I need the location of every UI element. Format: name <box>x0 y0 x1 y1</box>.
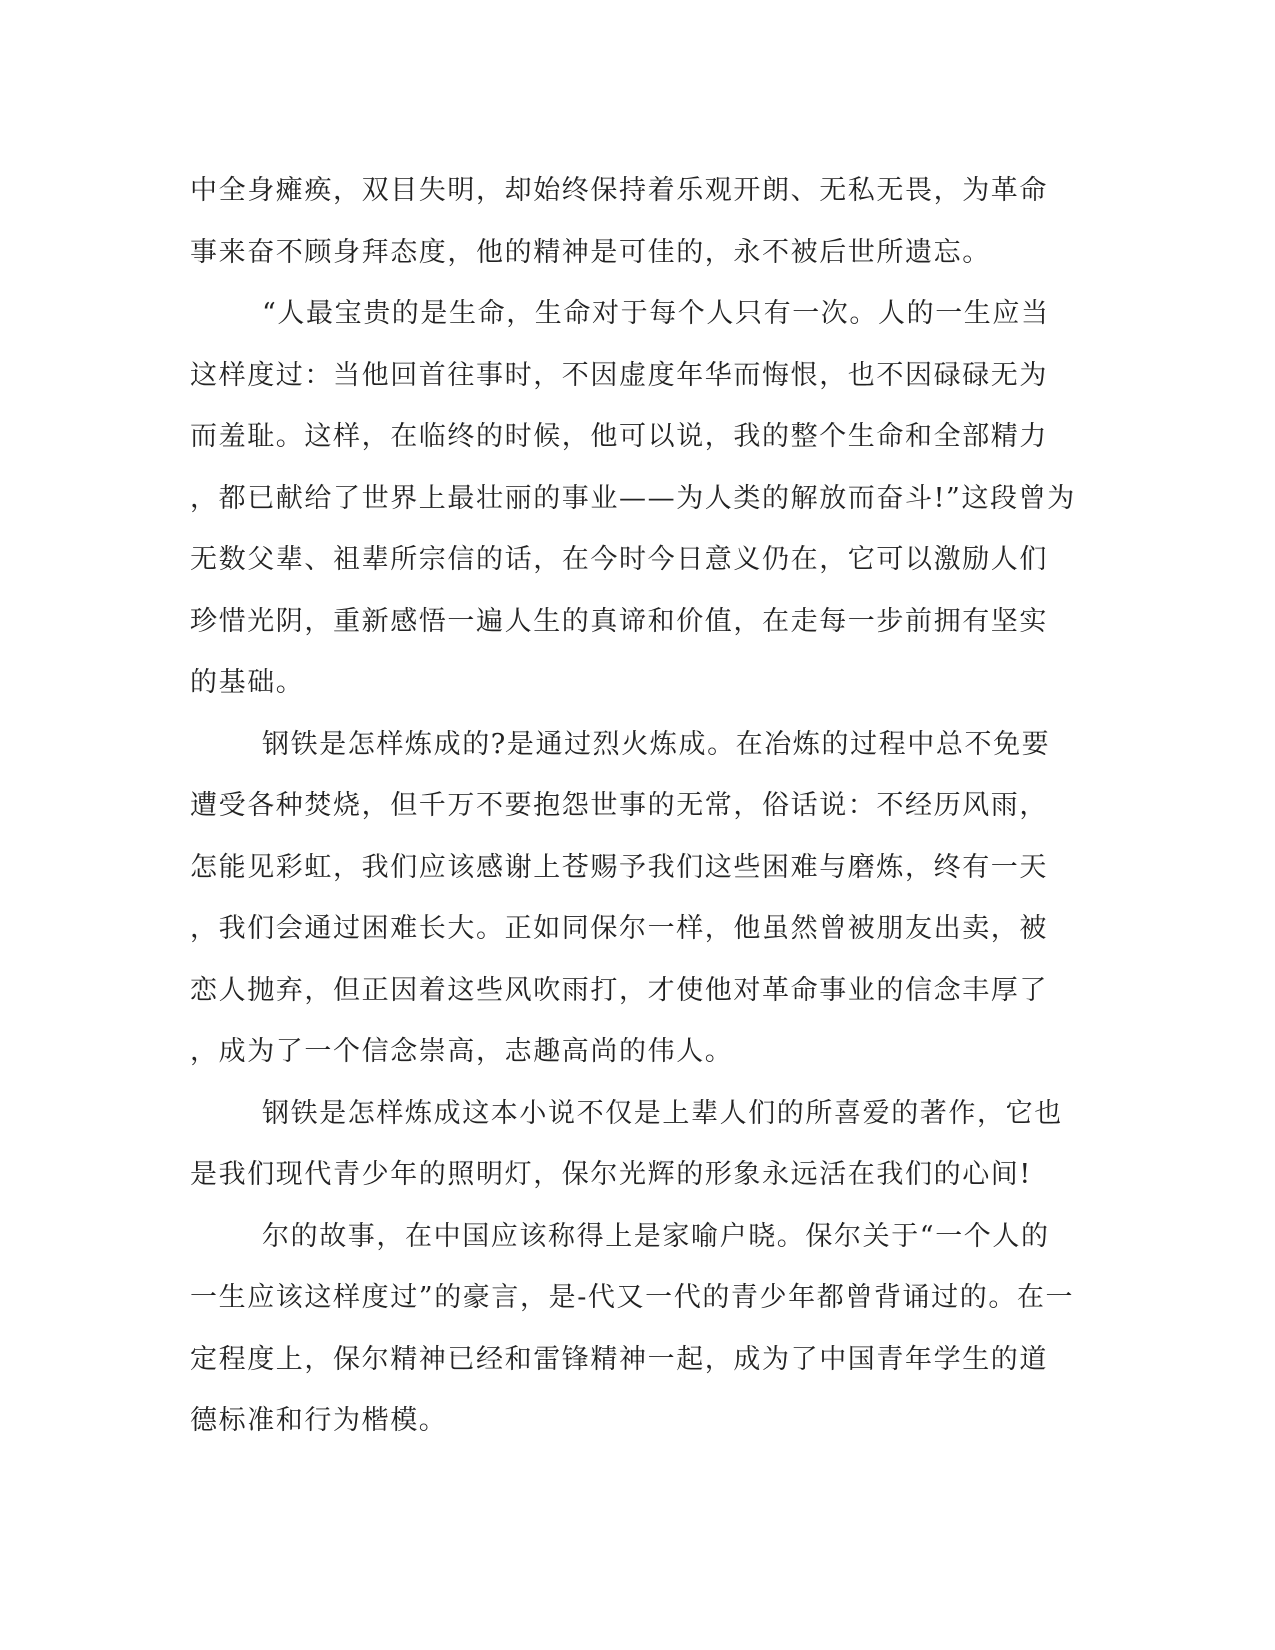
paragraph-4 <box>190 1083 1090 1206</box>
text-line: 钢铁是怎样炼成这本小说不仅是上辈人们的所喜爱的著作，它也 <box>262 1097 1063 1129</box>
text-line: 遭受各种焚烧，但千万不要抱怨世事的无常，俗话说：不经历风雨， <box>190 790 1048 821</box>
text-line: 钢铁是怎样炼成的?是通过烈火炼成。在冶炼的过程中总不免要 <box>262 728 1051 760</box>
paragraph-5 <box>190 1206 1090 1452</box>
text-line: 而羞耻。这样，在临终的时候，他可以说，我的整个生命和全部精力 <box>190 421 1048 452</box>
text-line: 这样度过：当他回首往事时，不因虚度年华而悔恨，也不因碌碌无为 <box>190 359 1048 391</box>
text-line: 尔的故事，在中国应该称得上是家喻户晓。保尔关于“一个人的 <box>262 1220 1050 1252</box>
text-line: 恋人抛弃，但正因着这些风吹雨打，才使他对革命事业的信念丰厚了 <box>190 974 1048 1006</box>
text-line: 的基础。 <box>190 667 305 698</box>
text-line: ，都已献给了世界上最壮丽的事业——为人类的解放而奋斗!”这段曾为 <box>190 482 1076 514</box>
paragraph-2 <box>190 283 1090 714</box>
text-line: 事来奋不顾身拜态度，他的精神是可佳的，永不被后世所遗忘。 <box>190 236 991 268</box>
text-line: “人最宝贵的是生命，生命对于每个人只有一次。人的一生应当 <box>262 298 1050 329</box>
text-line: 德标准和行为楷模。 <box>190 1405 448 1436</box>
text-line: 怎能见彩虹，我们应该感谢上苍赐予我们这些困难与磨炼，终有一天 <box>190 851 1048 883</box>
text-line: ，我们会通过困难长大。正如同保尔一样，他虽然曾被朋友出卖，被 <box>190 913 1048 944</box>
document-body <box>190 160 1090 1452</box>
text-line: 一生应该这样度过”的豪言，是-代又一代的青少年都曾背诵过的。在一 <box>190 1282 1075 1313</box>
paragraph-1 <box>190 160 1090 283</box>
paragraph-3 <box>190 714 1090 1083</box>
text-line: 中全身瘫痪，双目失明，却始终保持着乐观开朗、无私无畏，为革命 <box>190 175 1048 206</box>
text-line: 无数父辈、祖辈所宗信的话，在今时今日意义仍在，它可以激励人们 <box>190 544 1048 575</box>
text-line: ，成为了一个信念崇高，志趣高尚的伟人。 <box>190 1036 734 1067</box>
text-line: 定程度上，保尔精神已经和雷锋精神一起，成为了中国青年学生的道 <box>190 1343 1048 1375</box>
text-line: 是我们现代青少年的照明灯，保尔光辉的形象永远活在我们的心间! <box>190 1159 1032 1190</box>
text-line: 珍惜光阴，重新感悟一遍人生的真谛和价值，在走每一步前拥有坚实 <box>190 605 1048 637</box>
